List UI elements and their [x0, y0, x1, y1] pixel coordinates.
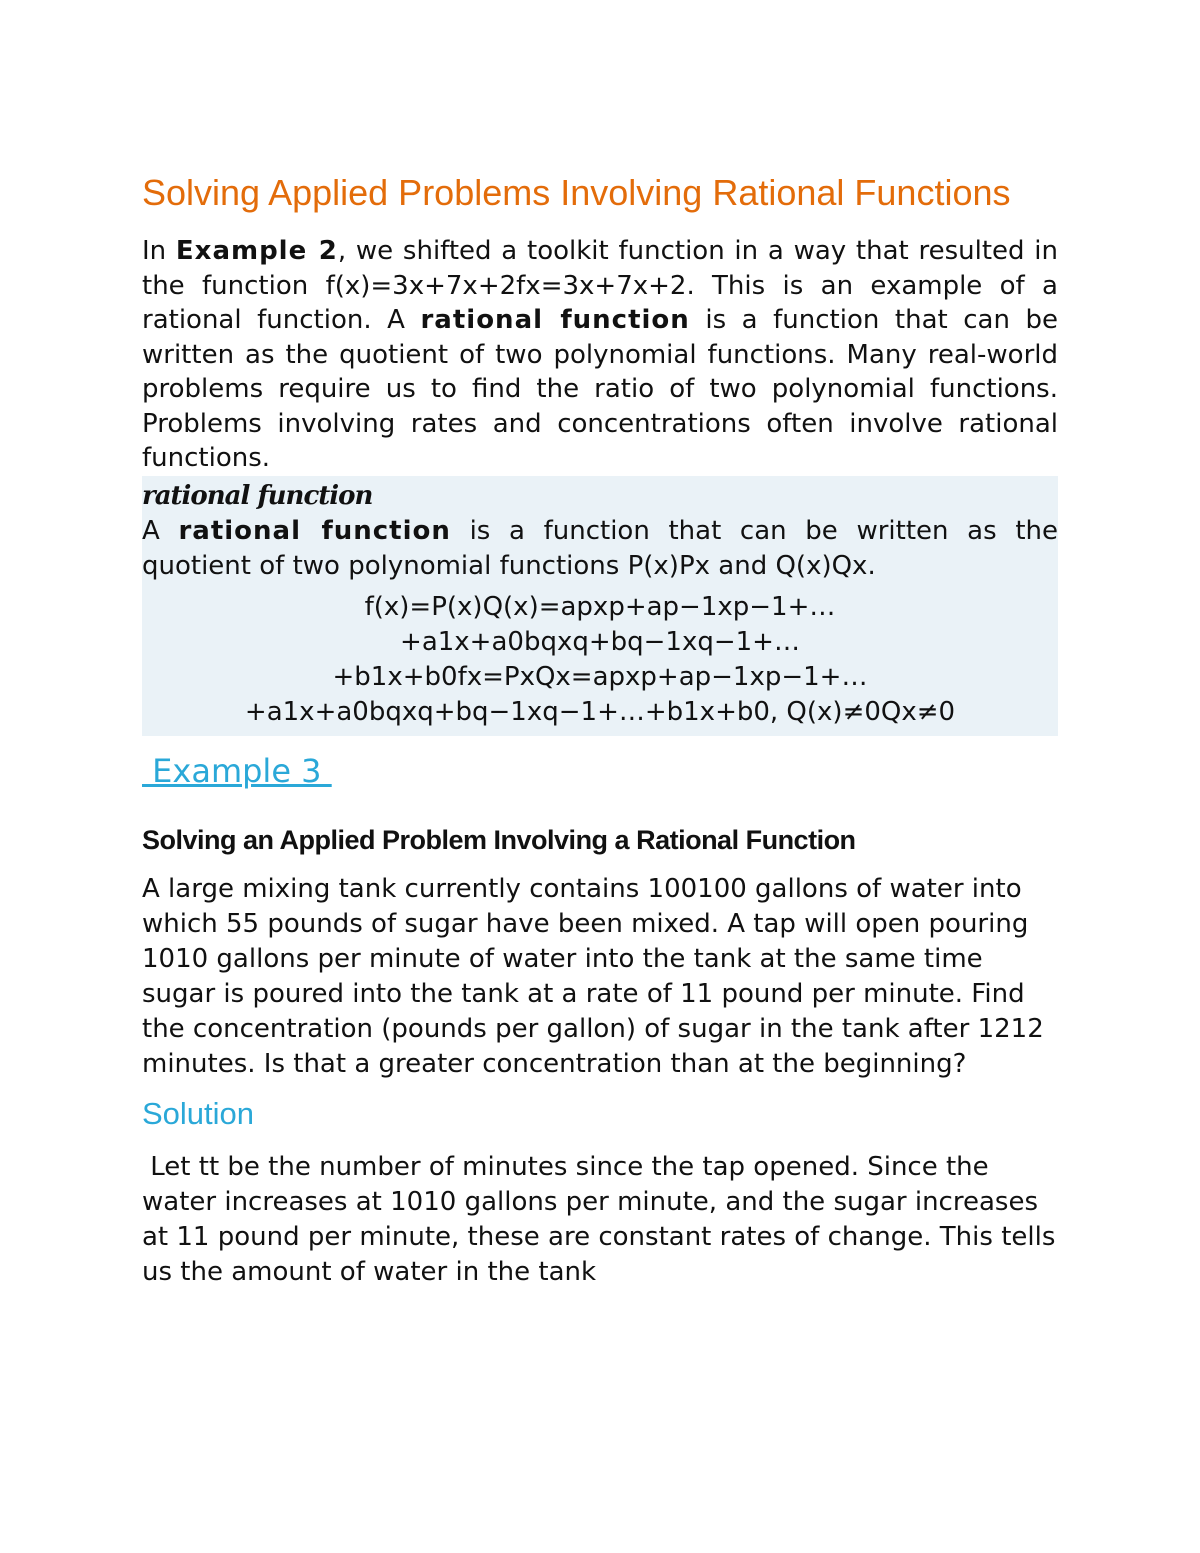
formula-line: +a1x+a0bqxq+bq−1xq−1+…+b1x+b0, Q(x)≠0Qx≠0: [244, 696, 956, 727]
definition-box: [142, 476, 1058, 736]
formula-line: +a1x+a0bqxq+bq−1xq−1+…: [400, 626, 800, 657]
intro-paragraph: [142, 234, 1058, 476]
solution-text: Let tt be the number of minutes since the tap opened. Since the water increases at 1010 gallons per minute, and the sugar increases at 11 pound per minute, these are constant rates of change. This tells us the amount of water in the tank: [142, 1151, 1064, 1287]
example-heading: Solving an Applied Problem Involving a Rational Function: [142, 824, 856, 855]
definition-text: [142, 514, 1058, 584]
problem-statement: A large mixing tank currently contains 100100 gallons of water into which 55 pounds of sugar have been mixed. A tap will open pouring 1010 gallons per minute of water into the tank at the same time sugar is poured into the tank at a rate of 11 pound per minute. Find the concentration (pounds per gallon) of sugar in the tank after 1212 minutes. Is that a greater concentration than at the beginning?: [142, 873, 1044, 1079]
definition-bold-term: rational function: [178, 515, 451, 546]
rational-function-term: rational function: [420, 305, 690, 335]
formula-line: f(x)=P(x)Q(x)=apxp+ap−1xp−1+…: [364, 591, 836, 622]
formula-line: +b1x+b0fx=PxQx=apxp+ap−1xp−1+…: [332, 661, 868, 692]
example-2-reference: Example 2: [175, 236, 338, 266]
intro-text-2: , we shifted a toolkit function in a way that resulted in the function f(x)=3x+7x+2fx=3x+7x+2. This is an example of a rational function. A: [142, 236, 1058, 335]
formula-block: [142, 590, 1058, 730]
solution-heading: Solution: [142, 1095, 255, 1131]
definition-term: rational function: [142, 480, 373, 511]
example-3-link[interactable]: Example 3: [142, 751, 332, 790]
intro-text-3: is a function that can be written as the quotient of two polynomial functions. Many real-world problems require us to find the ratio of two polynomial functions. Problems involving rates and concentrations often involve rational functions.: [142, 305, 1058, 473]
document-page: [142, 170, 1064, 1290]
definition-text-2: is a function that can be written as the quotient of two polynomial functions P(x)Px and Q(x)Qx.: [142, 515, 1058, 581]
intro-text-1: In: [142, 236, 176, 266]
definition-text-1: A: [142, 515, 179, 546]
section-title: Solving Applied Problems Involving Rational Functions: [142, 172, 1011, 213]
